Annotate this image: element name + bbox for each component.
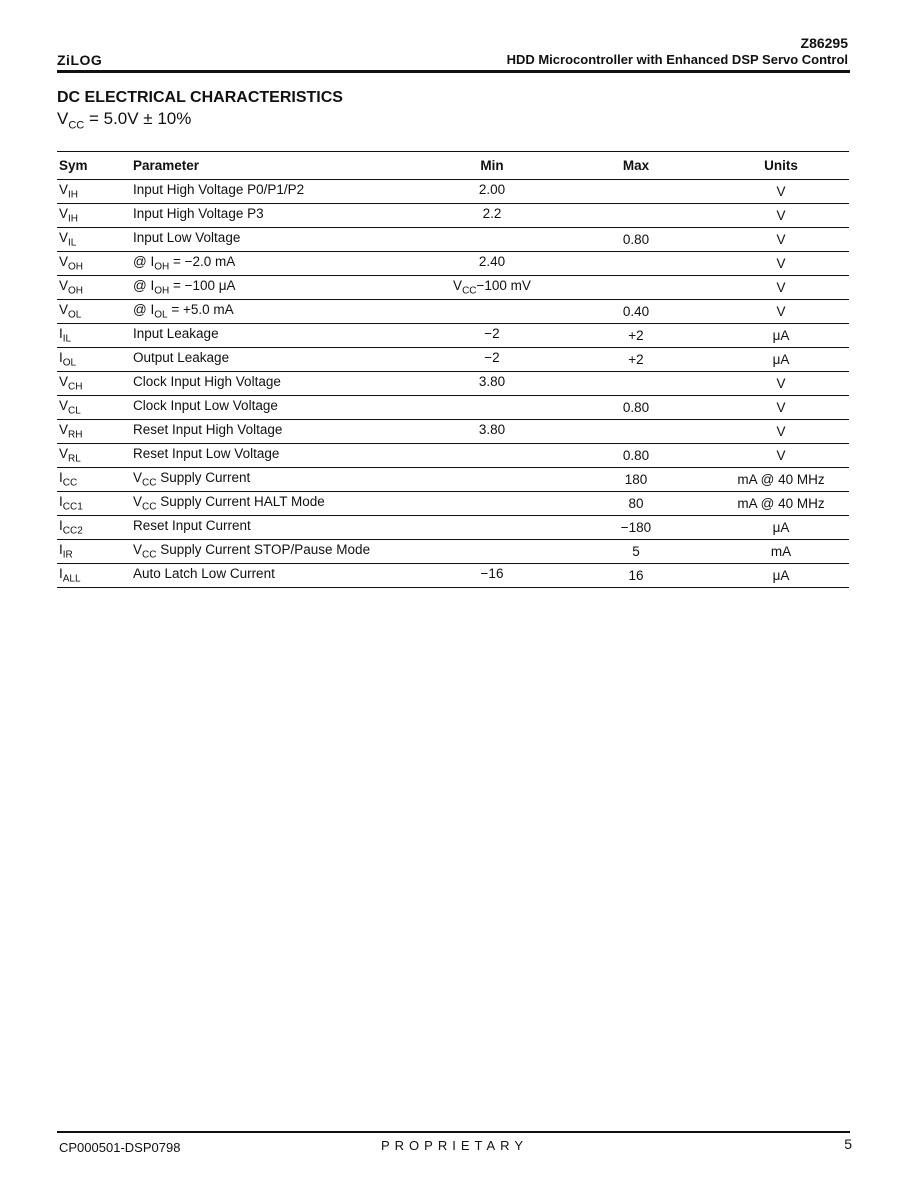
table-row: [57, 444, 849, 468]
table-row: [57, 540, 849, 564]
cell-symbol: $I_{IR}$: [57, 540, 131, 564]
header-sym: Sym: [57, 152, 131, 180]
cell-min: 2.40: [425, 252, 559, 276]
cell-min: −2: [425, 348, 559, 372]
document-description: HDD Microcontroller with Enhanced DSP Servo Control: [506, 52, 848, 67]
cell-min: 2.2: [425, 204, 559, 228]
cell-symbol: $I_{OL}$: [57, 348, 131, 372]
cell-parameter: Input High Voltage P0/P1/P2: [131, 180, 425, 204]
cell-parameter: Output Leakage: [131, 348, 425, 372]
cell-max: +2: [559, 348, 713, 372]
cell-min: −16: [425, 564, 559, 588]
cell-units: V: [713, 204, 849, 228]
cell-min: 3.80: [425, 372, 559, 396]
cell-units: μA: [713, 324, 849, 348]
cell-symbol: $V_{OH}$: [57, 276, 131, 300]
cell-symbol: $V_{OH}$: [57, 252, 131, 276]
header-rule: [57, 70, 850, 73]
cell-symbol: $V_{CL}$: [57, 396, 131, 420]
cell-parameter: Input High Voltage P3: [131, 204, 425, 228]
table-row: [57, 372, 849, 396]
company-logo: ZiLOG: [57, 52, 103, 68]
cell-parameter: $V_{CC}$ Supply Current: [131, 468, 425, 492]
cell-symbol: $I_{CC2}$: [57, 516, 131, 540]
cell-symbol: $V_{CH}$: [57, 372, 131, 396]
table-row: [57, 348, 849, 372]
cell-max: [559, 204, 713, 228]
supply-condition: $V_{CC} = 5.0V \pm 10\%$: [57, 109, 192, 132]
cell-max: 16: [559, 564, 713, 588]
cell-max: 0.80: [559, 228, 713, 252]
cell-max: +2: [559, 324, 713, 348]
cell-units: V: [713, 228, 849, 252]
table-row: [57, 420, 849, 444]
section-title: DC ELECTRICAL CHARACTERISTICS: [57, 89, 343, 106]
cell-min: [425, 396, 559, 420]
cell-min: [425, 468, 559, 492]
cell-min: [425, 228, 559, 252]
table-row: [57, 300, 849, 324]
cell-parameter: Input Leakage: [131, 324, 425, 348]
cell-units: mA @ 40 MHz: [713, 468, 849, 492]
dc-characteristics-table: [57, 151, 849, 588]
cell-symbol: $V_{IH}$: [57, 204, 131, 228]
cell-units: V: [713, 444, 849, 468]
cell-parameter: Reset Input Current: [131, 516, 425, 540]
cell-units: μA: [713, 348, 849, 372]
cell-symbol: $I_{CC}$: [57, 468, 131, 492]
page-number: 5: [844, 1136, 852, 1152]
cell-parameter: @ $I_{OL} = +5.0$ mA: [131, 300, 425, 324]
header-units: Units: [713, 152, 849, 180]
cell-symbol: $I_{CC1}$: [57, 492, 131, 516]
cell-min: [425, 540, 559, 564]
table-row: [57, 228, 849, 252]
cell-min: 2.00: [425, 180, 559, 204]
cell-parameter: Clock Input Low Voltage: [131, 396, 425, 420]
header-max: Max: [559, 152, 713, 180]
header-min: Min: [425, 152, 559, 180]
cell-max: 0.40: [559, 300, 713, 324]
cell-units: mA: [713, 540, 849, 564]
cell-units: V: [713, 180, 849, 204]
table-row: [57, 276, 849, 300]
cell-parameter: @ $I_{OH} = -2.0$ mA: [131, 252, 425, 276]
cell-max: 0.80: [559, 444, 713, 468]
cell-min: [425, 492, 559, 516]
table-row: [57, 396, 849, 420]
cell-parameter: Reset Input High Voltage: [131, 420, 425, 444]
cell-min: 3.80: [425, 420, 559, 444]
table-row: [57, 180, 849, 204]
cell-min: [425, 444, 559, 468]
cell-units: μA: [713, 516, 849, 540]
cell-symbol: $V_{IL}$: [57, 228, 131, 252]
cell-parameter: Clock Input High Voltage: [131, 372, 425, 396]
table-row: [57, 204, 849, 228]
cell-parameter: Input Low Voltage: [131, 228, 425, 252]
cell-units: mA @ 40 MHz: [713, 492, 849, 516]
cell-units: μA: [713, 564, 849, 588]
cell-max: −180: [559, 516, 713, 540]
header-parameter: Parameter: [131, 152, 425, 180]
table-row: [57, 516, 849, 540]
cell-units: V: [713, 300, 849, 324]
table-row: [57, 492, 849, 516]
cell-symbol: $I_{IL}$: [57, 324, 131, 348]
part-number: Z86295: [800, 35, 848, 51]
proprietary-label: PROPRIETARY: [381, 1138, 528, 1153]
table-row: [57, 564, 849, 588]
table-header-row: [57, 152, 849, 180]
cell-max: 0.80: [559, 396, 713, 420]
cell-symbol: $I_{ALL}$: [57, 564, 131, 588]
cell-symbol: $V_{IH}$: [57, 180, 131, 204]
cell-symbol: $V_{RH}$: [57, 420, 131, 444]
cell-units: V: [713, 372, 849, 396]
table-row: [57, 324, 849, 348]
cell-max: [559, 420, 713, 444]
cell-parameter: Reset Input Low Voltage: [131, 444, 425, 468]
cell-parameter: $V_{CC}$ Supply Current HALT Mode: [131, 492, 425, 516]
cell-units: V: [713, 420, 849, 444]
cell-units: V: [713, 396, 849, 420]
table-row: [57, 252, 849, 276]
cell-max: [559, 252, 713, 276]
cell-units: V: [713, 252, 849, 276]
footer-rule: [57, 1131, 850, 1133]
cell-symbol: $V_{OL}$: [57, 300, 131, 324]
cell-max: [559, 372, 713, 396]
cell-max: 5: [559, 540, 713, 564]
cell-max: [559, 276, 713, 300]
cell-parameter: $V_{CC}$ Supply Current STOP/Pause Mode: [131, 540, 425, 564]
cell-max: 180: [559, 468, 713, 492]
cell-parameter: Auto Latch Low Current: [131, 564, 425, 588]
document-code: CP000501-DSP0798: [59, 1140, 181, 1155]
table-row: [57, 468, 849, 492]
cell-min: [425, 300, 559, 324]
cell-min: $V_{CC}-100$ mV: [425, 276, 559, 300]
cell-parameter: @ $I_{OH} = -100$ μA: [131, 276, 425, 300]
cell-min: [425, 516, 559, 540]
cell-max: [559, 180, 713, 204]
cell-min: −2: [425, 324, 559, 348]
cell-max: 80: [559, 492, 713, 516]
cell-symbol: $V_{RL}$: [57, 444, 131, 468]
cell-units: V: [713, 276, 849, 300]
